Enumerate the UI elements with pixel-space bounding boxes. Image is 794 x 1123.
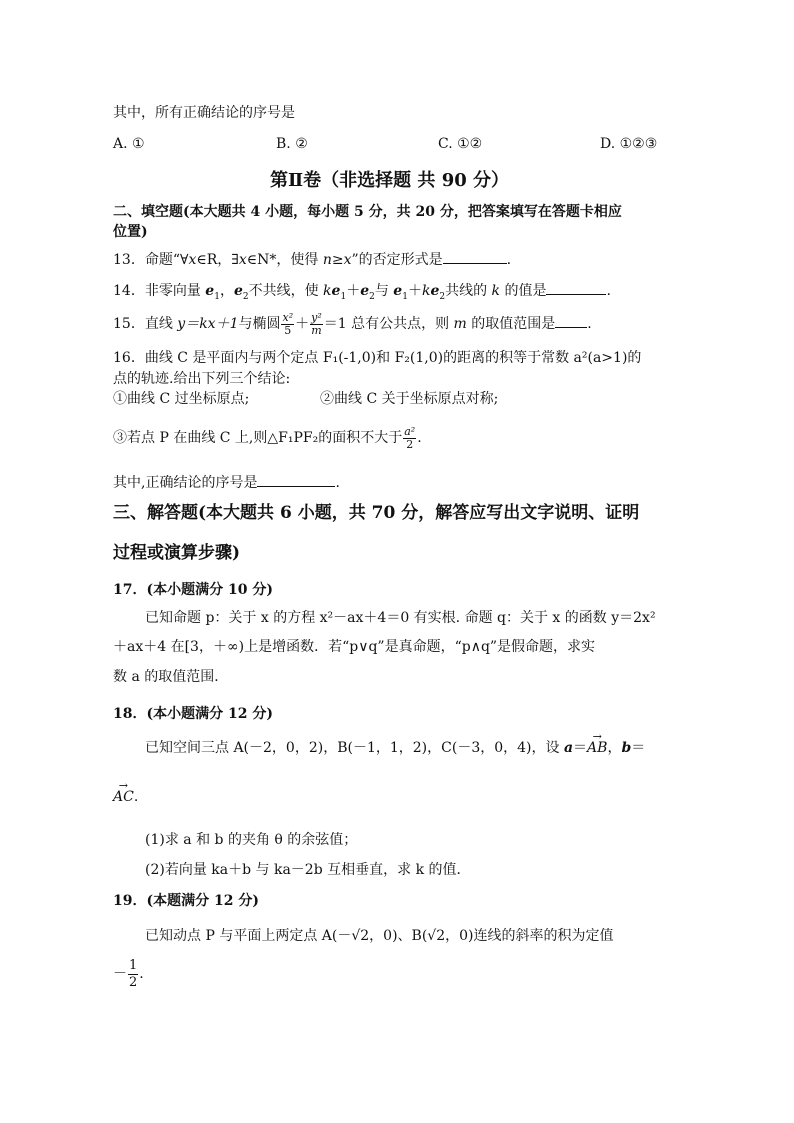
q13-var: x [343, 252, 352, 268]
q14-subscript: 2 [369, 291, 375, 302]
fraction-denominator: 5 [284, 323, 292, 337]
answer-blank[interactable] [555, 313, 587, 328]
fraction-denominator: m [311, 323, 322, 337]
q18-line1 [145, 730, 646, 758]
fraction-numerator: 1 [129, 957, 138, 973]
q17-line1: 已知命题 p：关于 x 的方程 x²－ax＋4＝0 有实根. 命题 q：关于 x 的函数 y＝2x² [145, 610, 656, 626]
q19-line1: 已知动点 P 与平面上两定点 A(－√2，0)、B(√2，0)连线的斜率的积为定值 [145, 928, 614, 944]
q17-line2: ＋ax＋4 在[3，＋∞)上是增函数．若“p∨q”是真命题，“p∧q”是假命题，求实 [113, 639, 596, 655]
fraction-numerator: y² [311, 310, 322, 324]
q15-end: . [587, 316, 592, 332]
q18-vector-b: b [621, 740, 632, 756]
q15-line-equation: y＝kx＋1 [177, 316, 239, 332]
q14-text: ， [219, 283, 234, 299]
q19-title: 19．(本题满分 12 分) [113, 893, 259, 909]
q13-var: x [188, 252, 197, 268]
q13-var: x [238, 252, 247, 268]
q19-end: . [139, 966, 144, 982]
q14-vector: e [430, 283, 440, 299]
q15-text: 与椭圆 [238, 316, 281, 332]
section2-heading-line2: 位置) [113, 224, 148, 240]
q18-vector-a: a [563, 740, 574, 756]
q18-ac-end: . [133, 789, 139, 805]
q13-text: ”的否定形式是 [351, 252, 443, 268]
part2-title: 第Ⅱ卷（非选择题 共 90 分） [270, 170, 510, 191]
option-d: D. ①②③ [600, 136, 658, 152]
q19-line2 [113, 954, 144, 994]
q13-text: ≥ [331, 252, 344, 268]
q14-subscript: 2 [439, 291, 446, 302]
q14-var: k [323, 283, 332, 299]
q14-text: 与 [374, 283, 394, 299]
q14-text: 非零向量 [144, 283, 206, 299]
section3-heading-line2: 过程或演算步骤) [113, 543, 241, 563]
q14-vector: e [393, 283, 403, 299]
q15-text: 的取值范围是 [466, 316, 556, 332]
q15-number: 15． [113, 316, 145, 332]
q14-vector: e [331, 283, 341, 299]
q14-subscript: 1 [214, 291, 220, 302]
q15-fraction [281, 312, 294, 337]
q14-text: 不共线，使 [248, 283, 324, 299]
q15-text: ＝1 总有公共点，则 [323, 316, 454, 332]
q16-conclusion-3 [113, 420, 422, 456]
q18-text: ＝ [573, 740, 588, 756]
q14-number: 14． [113, 283, 145, 299]
option-b: B. ② [276, 136, 308, 152]
q18-text: ， [607, 740, 622, 756]
q14-subscript: 1 [340, 291, 347, 302]
arrow-icon: → [118, 779, 129, 792]
q16-ask-text: 其中,正确结论的序号是 [113, 475, 258, 491]
q16-conclusion-1: ①曲线 C 过坐标原点; [113, 391, 250, 407]
q16-c3-text: ③若点 P 在曲线 C 上,则△F₁PF₂的面积不大于 [113, 430, 403, 446]
q14-text: 共线的 [445, 283, 492, 299]
q14-text: 的值是 [500, 283, 547, 299]
vector-ac [113, 779, 134, 807]
q13-end: . [506, 252, 512, 268]
q16-ask-end: . [335, 475, 340, 491]
q16-fraction [403, 426, 416, 451]
q14-text: ＋ [346, 283, 361, 299]
q13-number: 13． [113, 252, 145, 268]
question-15 [113, 306, 592, 342]
q14-subscript: 2 [242, 291, 249, 302]
q14-var: k [421, 283, 431, 299]
question-14 [113, 280, 611, 307]
fraction-denominator: 2 [129, 974, 138, 990]
fraction-denominator: 2 [406, 437, 414, 451]
q18-sub-2: (2)若向量 ka＋b 与 ka－2b 互相垂直，求 k 的值． [145, 862, 471, 878]
arrow-icon: → [592, 730, 602, 743]
q14-vector: e [233, 283, 243, 299]
q18-sub-1: (1)求 a 和 b 的夹角 θ 的余弦值； [145, 832, 358, 848]
q18-vector-ac-line [113, 779, 139, 807]
question-prompt: 其中，所有正确结论的序号是 [113, 105, 295, 121]
q18-text: 已知空间三点 A(－2，0，2)，B(－1，1，2)，C(－3，0，4)，设 [145, 740, 564, 756]
q16-c3-end: . [417, 430, 422, 446]
q17-title: 17．(本小题满分 10 分) [113, 582, 273, 598]
answer-blank[interactable] [443, 249, 507, 264]
vector-label: AC [113, 789, 134, 805]
q13-var: n [322, 252, 332, 268]
q14-subscript: 1 [402, 291, 408, 302]
q15-text: ＋ [295, 316, 310, 332]
q15-var: m [453, 316, 467, 332]
q16-line2: 点的轨迹.给出下列三个结论: [113, 371, 291, 387]
q15-text: 直线 [144, 316, 178, 332]
q14-vector: e [360, 283, 370, 299]
q14-vector: e [205, 283, 215, 299]
q14-text: ＋ [407, 283, 422, 299]
q17-line3: 数 a 的取值范围． [113, 669, 229, 685]
fraction-numerator: x² [282, 310, 294, 324]
vector-ab [587, 730, 608, 758]
q18-text: ＝ [631, 740, 646, 756]
q19-neg: － [113, 966, 127, 982]
q16-conclusion-2: ②曲线 C 关于坐标原点对称; [320, 391, 499, 407]
q13-text: 命题“∀ [144, 252, 189, 268]
answer-blank[interactable] [257, 472, 335, 487]
q16-line1: 16．曲线 C 是平面内与两个定点 F₁(-1,0)和 F₂(1,0)的距离的积等于常数 a²(a>1)的 [113, 350, 642, 366]
q14-var: k [491, 283, 501, 299]
q18-title: 18．(本小题满分 12 分) [113, 706, 273, 722]
section3-heading-line1: 三、解答题(本大题共 6 小题，共 70 分，解答应写出文字说明、证明 [113, 503, 640, 523]
section2-heading-line1: 二、填空题(本大题共 4 小题，每小题 5 分，共 20 分，把答案填写在答题卡相应 [113, 204, 622, 220]
option-c: C. ①② [438, 136, 483, 152]
fraction-numerator: a² [404, 424, 416, 438]
question-13 [113, 249, 511, 270]
q13-text: ∈N*，使得 [246, 252, 323, 268]
q14-end: . [606, 283, 611, 299]
q15-fraction [310, 312, 323, 337]
option-a: A. ① [113, 136, 145, 152]
q16-ask [113, 472, 340, 493]
q13-text: ∈R，∃ [196, 252, 239, 268]
answer-blank[interactable] [546, 280, 606, 295]
q19-fraction [128, 958, 138, 991]
vector-label: AB [587, 740, 608, 756]
